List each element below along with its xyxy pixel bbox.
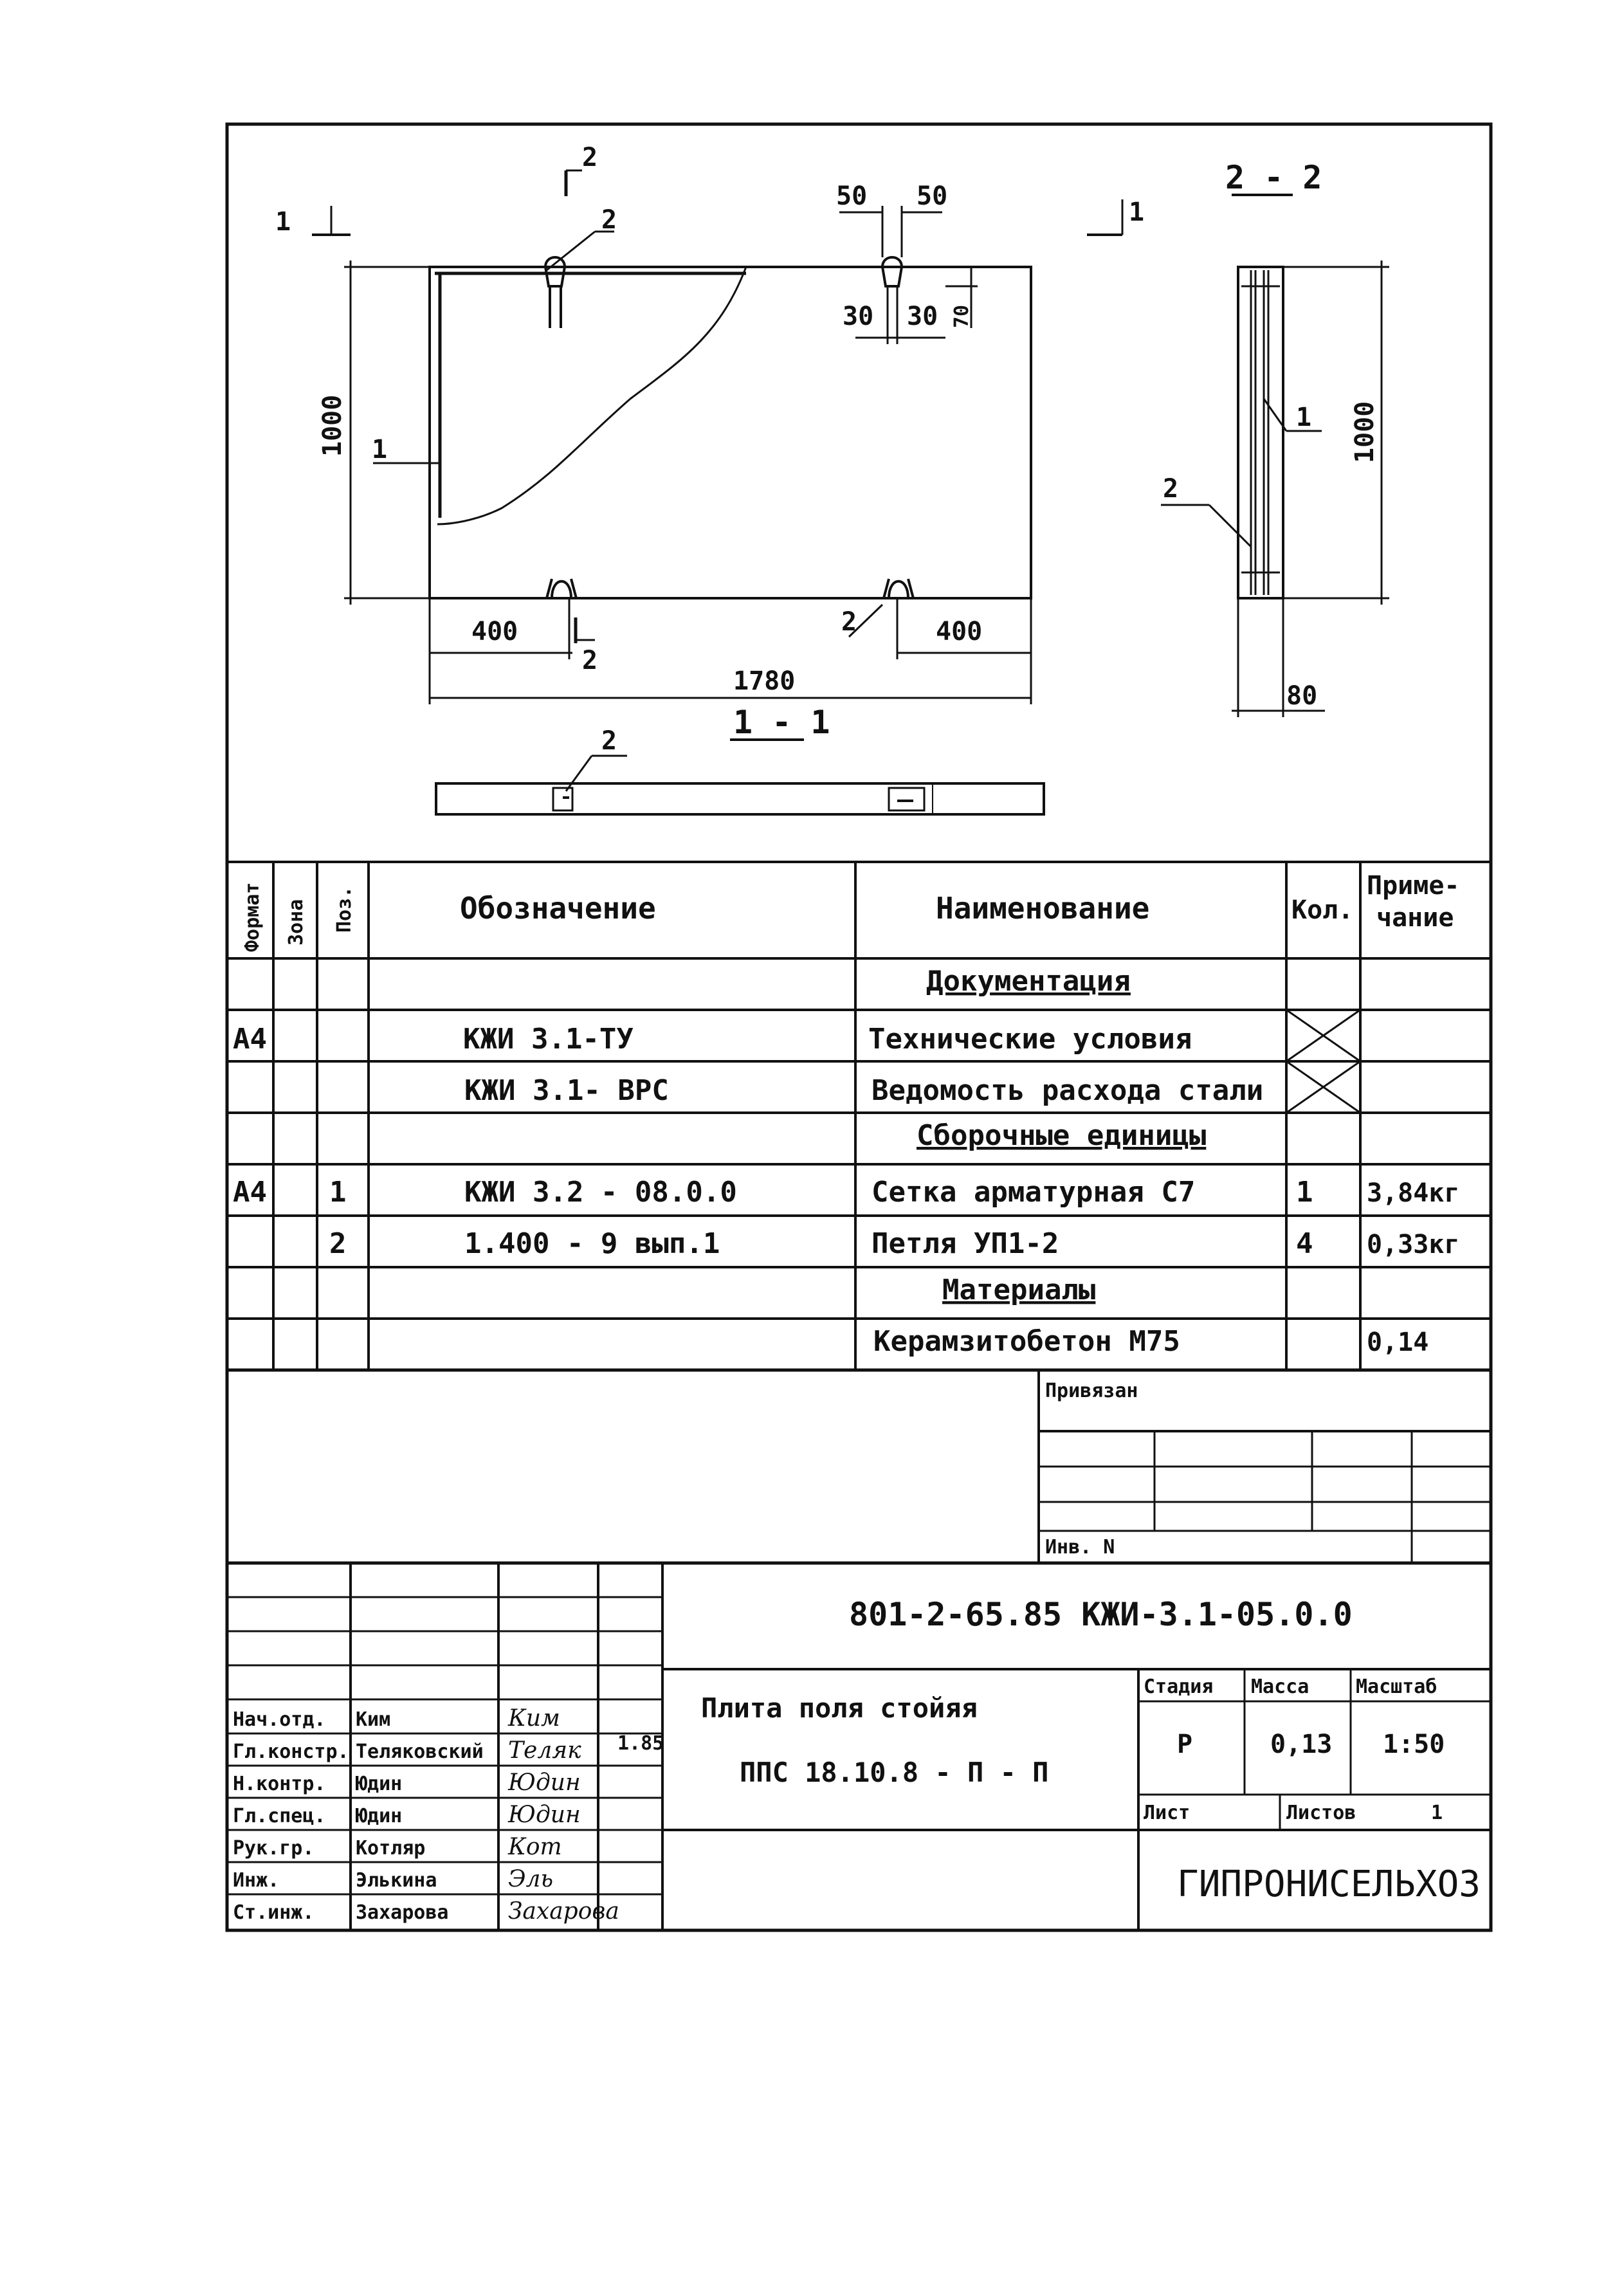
- row-1-name: Технические условия: [868, 1023, 1192, 1056]
- dim-loop-h: 70: [951, 304, 973, 328]
- staff-signature: Теляк: [508, 1737, 581, 1764]
- row-1-format: А4: [233, 1023, 267, 1056]
- row-4-designation: 1.400 - 9 вып.1: [464, 1227, 720, 1260]
- section-assemblies: Сборочные единицы: [917, 1119, 1207, 1152]
- product-name-line1: Плита поля стойяя: [701, 1692, 978, 1724]
- staff-name: Ким: [356, 1708, 391, 1731]
- staff-signature: Захарова: [508, 1898, 619, 1925]
- staff-role: Рук.гр.: [233, 1837, 315, 1860]
- dim-height-section: 1000: [1350, 401, 1380, 463]
- pos-1-label-section: 1: [1296, 403, 1312, 432]
- staff-role: Инж.: [233, 1869, 280, 1892]
- section-mark-2-top: 2: [582, 143, 598, 172]
- row-4-pos: 2: [329, 1227, 347, 1260]
- row-2-name: Ведомость расхода стали: [871, 1074, 1264, 1107]
- pos-2-label-section-1-1: 2: [601, 726, 617, 756]
- pos-2-label-plan-top: 2: [601, 205, 617, 235]
- scale-value: 1:50: [1383, 1730, 1445, 1759]
- pos-1-label-plan: 1: [372, 435, 388, 464]
- dim-thickness: 80: [1286, 681, 1318, 711]
- staff-role: Н.контр.: [233, 1773, 326, 1795]
- section-documentation: Документация: [926, 965, 1131, 998]
- stage-value: Р: [1177, 1730, 1193, 1759]
- dim-loop-gap-b: 50: [917, 181, 948, 211]
- header-zone: Зона: [285, 899, 307, 946]
- header-designation: Обозначение: [460, 891, 656, 926]
- header-name: Наименование: [936, 891, 1150, 926]
- row-4-name: Петля УП1-2: [871, 1227, 1059, 1260]
- sheet-frame: [227, 124, 1491, 1930]
- plan-dimensions: [312, 170, 1122, 704]
- section-mark-1-left: 1: [275, 207, 291, 237]
- dim-loop-gap-a: 50: [836, 181, 868, 211]
- row-4-note: 0,33кг: [1367, 1230, 1460, 1259]
- header-qty: Кол.: [1291, 895, 1354, 925]
- pos-2-label-plan-bottom: 2: [841, 607, 857, 637]
- row-1-designation: КЖИ 3.1-ТУ: [463, 1023, 634, 1056]
- inv-label: Инв. N: [1045, 1536, 1115, 1559]
- view-title-2-2: 2 - 2: [1225, 159, 1322, 196]
- staff-role: Гл.констр.: [233, 1741, 349, 1763]
- staff-signature: Эль: [508, 1866, 554, 1892]
- scale-label: Масштаб: [1356, 1676, 1437, 1698]
- header-note-line2: чание: [1376, 903, 1454, 933]
- row-4-qty: 4: [1296, 1227, 1313, 1260]
- view-title-1-1: 1 - 1: [733, 704, 830, 741]
- sheets-label: Листов: [1286, 1802, 1356, 1824]
- header-note-line1: Приме-: [1367, 871, 1460, 901]
- staff-signature: Ким: [508, 1705, 560, 1732]
- dim-loop-w-a: 30: [843, 302, 874, 331]
- stage-label: Стадия: [1144, 1676, 1214, 1698]
- dim-length: 1780: [733, 666, 796, 696]
- row-3-qty: 1: [1296, 1176, 1313, 1209]
- sheets-count: 1: [1431, 1802, 1443, 1824]
- staff-name: Захарова: [356, 1901, 449, 1924]
- mass-label: Масса: [1251, 1676, 1309, 1698]
- row-3-format: А4: [233, 1176, 267, 1209]
- staff-name: Элькина: [356, 1869, 437, 1892]
- row-5-note: 0,14: [1367, 1328, 1429, 1357]
- section-materials: Материалы: [942, 1274, 1096, 1306]
- organization-name: ГИПРОНИСЕЛЬХОЗ: [1177, 1863, 1481, 1905]
- binding-label: Привязан: [1045, 1380, 1138, 1402]
- row-3-designation: КЖИ 3.2 - 08.0.0: [464, 1176, 737, 1209]
- staff-role: Гл.спец.: [233, 1805, 326, 1827]
- row-3-pos: 1: [329, 1176, 347, 1209]
- dim-height-label: 1000: [318, 394, 347, 457]
- row-2-designation: КЖИ 3.1- ВРС: [464, 1074, 669, 1107]
- signature-date: 1.85: [617, 1732, 664, 1755]
- spec-table-grid: [228, 862, 1491, 1370]
- header-pos: Поз.: [333, 886, 356, 933]
- dim-left-offset: 400: [471, 617, 518, 646]
- section-1-1-view: [436, 740, 1044, 814]
- plan-view: [430, 257, 1031, 598]
- document-code: 801-2-65.85 КЖИ-3.1-05.0.0: [849, 1596, 1353, 1633]
- section-mark-1-right: 1: [1129, 197, 1145, 227]
- staff-signature: Юдин: [508, 1769, 581, 1796]
- dim-loop-w-b: 30: [907, 302, 938, 331]
- staff-name: Юдин: [356, 1805, 403, 1827]
- row-3-note: 3,84кг: [1367, 1178, 1460, 1208]
- staff-name: Юдин: [356, 1773, 403, 1795]
- pos-2-label-section: 2: [1163, 474, 1179, 504]
- staff-role: Ст.инж.: [233, 1901, 315, 1924]
- staff-signature: Кот: [508, 1834, 562, 1860]
- row-3-name: Сетка арматурная С7: [871, 1176, 1196, 1209]
- sheet-label: Лист: [1144, 1802, 1191, 1824]
- staff-name: Котляр: [356, 1837, 426, 1860]
- product-name-line2: ППС 18.10.8 - П - П: [740, 1757, 1049, 1788]
- row-5-name: Керамзитобетон М75: [873, 1325, 1180, 1358]
- dim-right-offset: 400: [936, 617, 983, 646]
- mass-value: 0,13: [1270, 1730, 1333, 1759]
- staff-role: Нач.отд.: [233, 1708, 326, 1731]
- staff-signature: Юдин: [508, 1802, 581, 1828]
- header-format: Формат: [241, 882, 264, 952]
- section-mark-2-bottom: 2: [582, 646, 598, 675]
- staff-name: Теляковский: [356, 1741, 484, 1763]
